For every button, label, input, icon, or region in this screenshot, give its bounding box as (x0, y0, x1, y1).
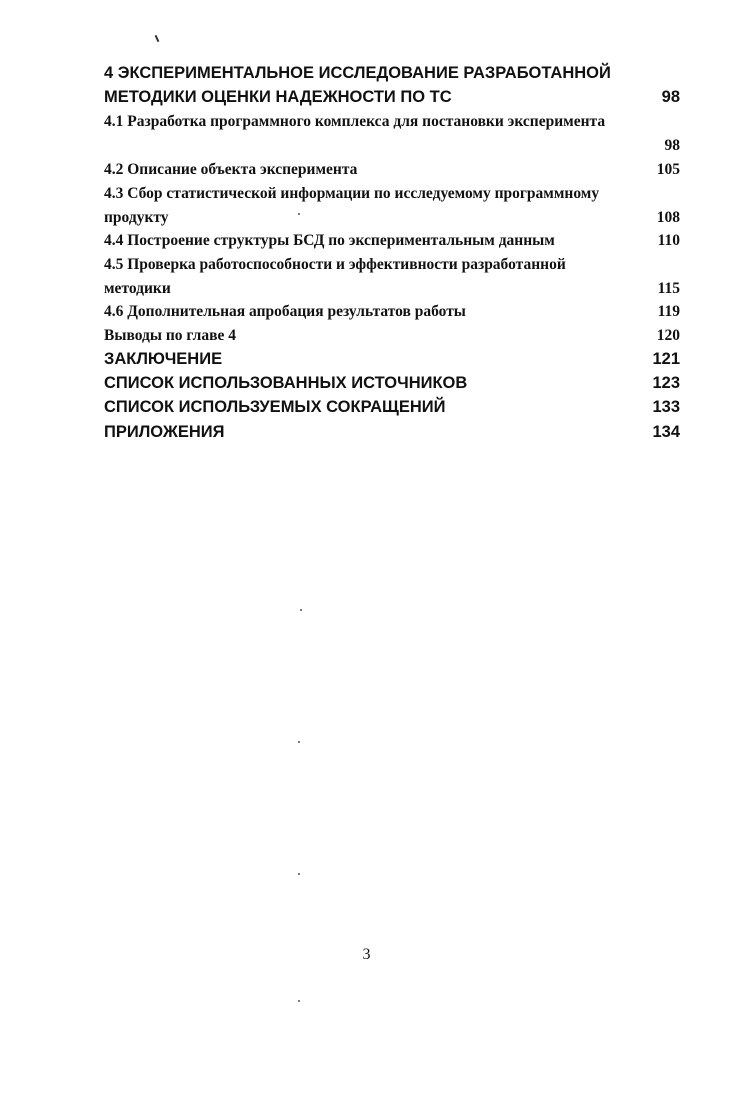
toc-title-line1: 4 ЭКСПЕРИМЕНТАЛЬНОЕ ИССЛЕДОВАНИЕ РАЗРАБОТАННОЙ (104, 64, 611, 82)
scan-speck (298, 213, 300, 215)
toc-page-number: 119 (657, 303, 680, 320)
toc-entry-4-1[interactable] (104, 110, 680, 158)
toc-entry-4-5[interactable] (104, 253, 680, 301)
scan-speck (300, 609, 302, 611)
toc-entry-4-2[interactable] (104, 158, 680, 182)
toc-title-line1: 4.4 Построение структуры БСД по экспериментальным данным (104, 232, 555, 249)
toc-entry-4-3[interactable] (104, 182, 680, 230)
toc-page-number: 98 (661, 88, 680, 106)
toc-page-number: 121 (652, 350, 680, 368)
toc-page-number: 108 (656, 209, 680, 226)
toc-title-line1: 4.5 Проверка работоспособности и эффективности разработанной (104, 256, 566, 273)
scan-speck (298, 741, 300, 743)
toc-title-line1: СПИСОК ИСПОЛЬЗОВАННЫХ ИСТОЧНИКОВ (104, 374, 468, 392)
toc-title-line1: 4.3 Сбор статистической информации по исследуемому программному (104, 185, 600, 202)
toc-title-line2: МЕТОДИКИ ОЦЕНКИ НАДЕЖНОСТИ ПО ТС (104, 88, 452, 106)
scan-mark (155, 35, 160, 42)
toc-page-number: 110 (657, 232, 680, 249)
toc-entry-sources[interactable] (104, 371, 680, 395)
toc-page-number: 123 (652, 374, 680, 392)
toc-entry-conclusion[interactable] (104, 347, 680, 371)
scan-speck (298, 1000, 300, 1002)
toc-page-number: 115 (657, 280, 680, 297)
toc-title-line1: ПРИЛОЖЕНИЯ (104, 423, 225, 441)
toc-entry-chapter-4[interactable] (104, 61, 680, 109)
toc-page-number: 105 (656, 161, 680, 178)
toc-title-line2: методики (104, 280, 171, 297)
toc-title-line2: продукту (104, 209, 169, 226)
toc-page-number: 98 (664, 137, 680, 154)
toc-page-number: 133 (652, 398, 680, 416)
toc-title-line1: ЗАКЛЮЧЕНИЕ (104, 350, 223, 368)
toc-title-line1: СПИСОК ИСПОЛЬЗУЕМЫХ СОКРАЩЕНИЙ (104, 398, 446, 416)
toc-title-line1: 4.1 Разработка программного комплекса для постановки эксперимента (104, 113, 606, 130)
toc-page-number: 120 (656, 327, 680, 344)
scan-speck (298, 873, 300, 875)
toc-entry-conclusions-4[interactable] (104, 324, 680, 348)
toc-title-line1: Выводы по главе 4 (104, 327, 236, 344)
toc-title-line1: 4.6 Дополнительная апробация результатов работы (104, 303, 466, 320)
toc-entry-appendices[interactable] (104, 420, 680, 444)
toc-entry-4-4[interactable] (104, 229, 680, 253)
toc-title-line1: 4.2 Описание объекта эксперимента (104, 161, 358, 178)
toc-entry-4-6[interactable] (104, 300, 680, 324)
page-number: 3 (362, 946, 371, 963)
toc-entry-abbreviations[interactable] (104, 395, 680, 419)
toc-page-number: 134 (652, 423, 680, 441)
